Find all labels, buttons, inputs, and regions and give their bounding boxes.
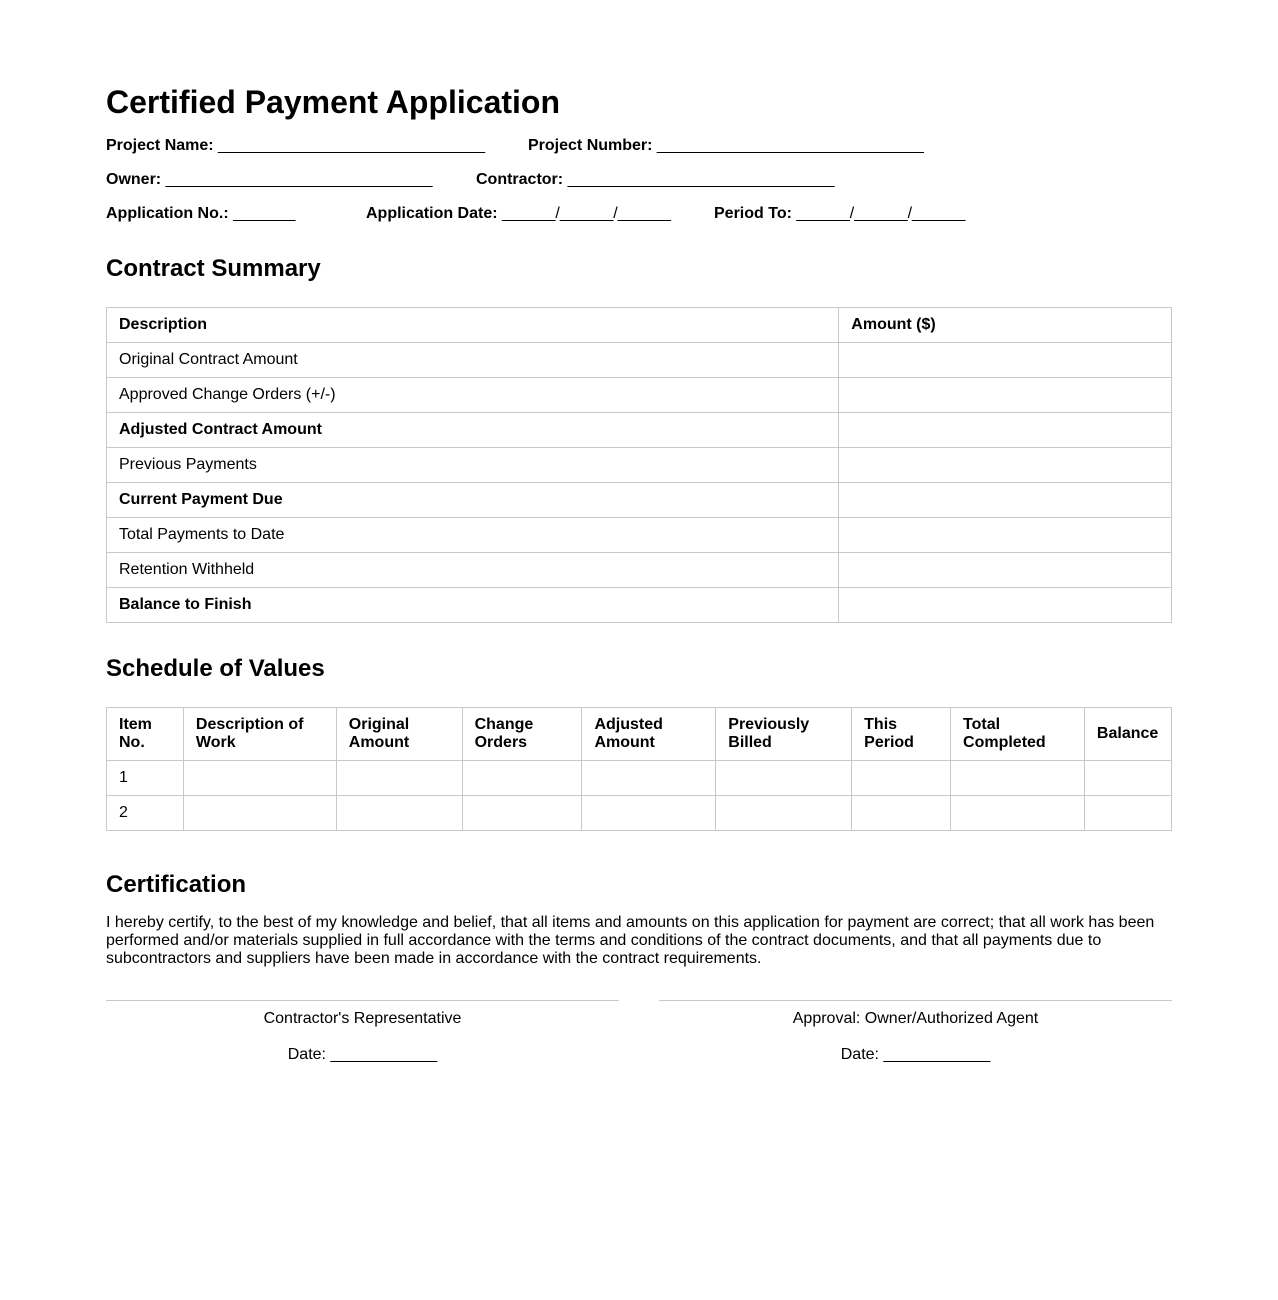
column-header-original-amount: Original Amount <box>336 708 462 761</box>
contractor-signature-block <box>106 1000 619 1065</box>
row-description: Retention Withheld <box>107 553 839 588</box>
change-orders-cell[interactable] <box>462 796 582 831</box>
certification-heading: Certification <box>106 871 247 898</box>
original-amount-cell[interactable] <box>336 761 462 796</box>
schedule-header-row <box>107 708 1172 761</box>
adjusted-amount-cell[interactable] <box>582 796 716 831</box>
column-header-amount: Amount ($) <box>839 308 1172 343</box>
application-date-label: Application Date: <box>366 205 498 222</box>
period-to-blank[interactable]: ______/______/______ <box>796 205 966 222</box>
column-header-previously-billed: Previously Billed <box>716 708 852 761</box>
row-description: Current Payment Due <box>107 483 839 518</box>
column-header-change-orders: Change Orders <box>462 708 582 761</box>
table-row <box>107 518 1172 553</box>
application-date-blank[interactable]: ______/______/______ <box>502 205 672 222</box>
column-header-item-no: Item No. <box>107 708 184 761</box>
contract-summary-header-row <box>107 308 1172 343</box>
description-cell[interactable] <box>183 761 336 796</box>
contractor-signature-role: Contractor's Representative <box>263 1010 462 1027</box>
contractor-signature-date[interactable] <box>106 1045 619 1065</box>
column-header-description-of-work: Description of Work <box>183 708 336 761</box>
owner-blank[interactable]: ______________________________ <box>165 171 433 188</box>
row-description: Balance to Finish <box>107 588 839 623</box>
contractor-date-blank[interactable]: ____________ <box>330 1046 438 1063</box>
contract-summary-heading: Contract Summary <box>106 255 321 282</box>
amount-cell[interactable] <box>839 343 1172 378</box>
item-no-cell: 2 <box>107 796 184 831</box>
row-description: Previous Payments <box>107 448 839 483</box>
amount-cell[interactable] <box>839 378 1172 413</box>
application-no-field[interactable] <box>106 204 295 224</box>
row-description: Total Payments to Date <box>107 518 839 553</box>
previously-billed-cell[interactable] <box>716 796 852 831</box>
row-description: Adjusted Contract Amount <box>107 413 839 448</box>
period-to-field[interactable] <box>714 204 965 224</box>
table-row <box>107 343 1172 378</box>
contractor-date-label: Date: <box>287 1046 326 1063</box>
previously-billed-cell[interactable] <box>716 761 852 796</box>
amount-cell[interactable] <box>839 553 1172 588</box>
column-header-adjusted-amount: Adjusted Amount <box>582 708 716 761</box>
original-amount-cell[interactable] <box>336 796 462 831</box>
table-row <box>107 413 1172 448</box>
this-period-cell[interactable] <box>852 796 951 831</box>
table-row <box>107 796 1172 831</box>
table-row <box>107 553 1172 588</box>
project-number-blank[interactable]: ______________________________ <box>656 137 924 154</box>
amount-cell[interactable] <box>839 518 1172 553</box>
balance-cell[interactable] <box>1084 761 1171 796</box>
this-period-cell[interactable] <box>852 761 951 796</box>
owner-label: Owner: <box>106 171 162 188</box>
owner-signature-block <box>659 1000 1172 1065</box>
project-number-label: Project Number: <box>528 137 653 154</box>
column-header-this-period: This Period <box>852 708 951 761</box>
schedule-of-values-heading: Schedule of Values <box>106 655 325 682</box>
owner-signature-line[interactable] <box>659 1000 1172 1001</box>
document-title: Certified Payment Application <box>106 84 560 120</box>
column-header-balance: Balance <box>1084 708 1171 761</box>
amount-cell[interactable] <box>839 588 1172 623</box>
owner-field[interactable] <box>106 170 433 190</box>
owner-date-blank[interactable]: ____________ <box>883 1046 991 1063</box>
contractor-signature-line[interactable] <box>106 1000 619 1001</box>
certification-statement: I hereby certify, to the best of my knowledge and belief, that all items and amounts on this application for payment are correct; that all work has been performed and/or materials supplied in full accordance with the terms and conditions of the contract documents, and that all payments due to subcontractors and suppliers have been made in accordance with the contract requirements. <box>106 914 1155 967</box>
amount-cell[interactable] <box>839 483 1172 518</box>
balance-cell[interactable] <box>1084 796 1171 831</box>
schedule-of-values-table <box>106 707 1172 831</box>
project-name-field[interactable] <box>106 136 485 156</box>
contractor-blank[interactable]: ______________________________ <box>567 171 835 188</box>
project-number-field[interactable] <box>528 136 924 156</box>
table-row <box>107 378 1172 413</box>
owner-signature-role: Approval: Owner/Authorized Agent <box>792 1010 1039 1027</box>
project-name-label: Project Name: <box>106 137 214 154</box>
description-cell[interactable] <box>183 796 336 831</box>
owner-date-label: Date: <box>840 1046 879 1063</box>
table-row <box>107 588 1172 623</box>
total-completed-cell[interactable] <box>951 761 1085 796</box>
contract-summary-table <box>106 307 1172 623</box>
application-no-label: Application No.: <box>106 205 229 222</box>
adjusted-amount-cell[interactable] <box>582 761 716 796</box>
contractor-label: Contractor: <box>476 171 564 188</box>
total-completed-cell[interactable] <box>951 796 1085 831</box>
table-row <box>107 483 1172 518</box>
change-orders-cell[interactable] <box>462 761 582 796</box>
period-to-label: Period To: <box>714 205 792 222</box>
project-name-blank[interactable]: ______________________________ <box>218 137 485 154</box>
owner-signature-date[interactable] <box>659 1045 1172 1065</box>
row-description: Approved Change Orders (+/-) <box>107 378 839 413</box>
amount-cell[interactable] <box>839 413 1172 448</box>
row-description: Original Contract Amount <box>107 343 839 378</box>
item-no-cell: 1 <box>107 761 184 796</box>
table-row <box>107 448 1172 483</box>
application-date-field[interactable] <box>366 204 671 224</box>
application-no-blank[interactable]: _______ <box>233 205 296 222</box>
contractor-field[interactable] <box>476 170 835 190</box>
column-header-total-completed: Total Completed <box>951 708 1085 761</box>
table-row <box>107 761 1172 796</box>
column-header-description: Description <box>107 308 839 343</box>
amount-cell[interactable] <box>839 448 1172 483</box>
